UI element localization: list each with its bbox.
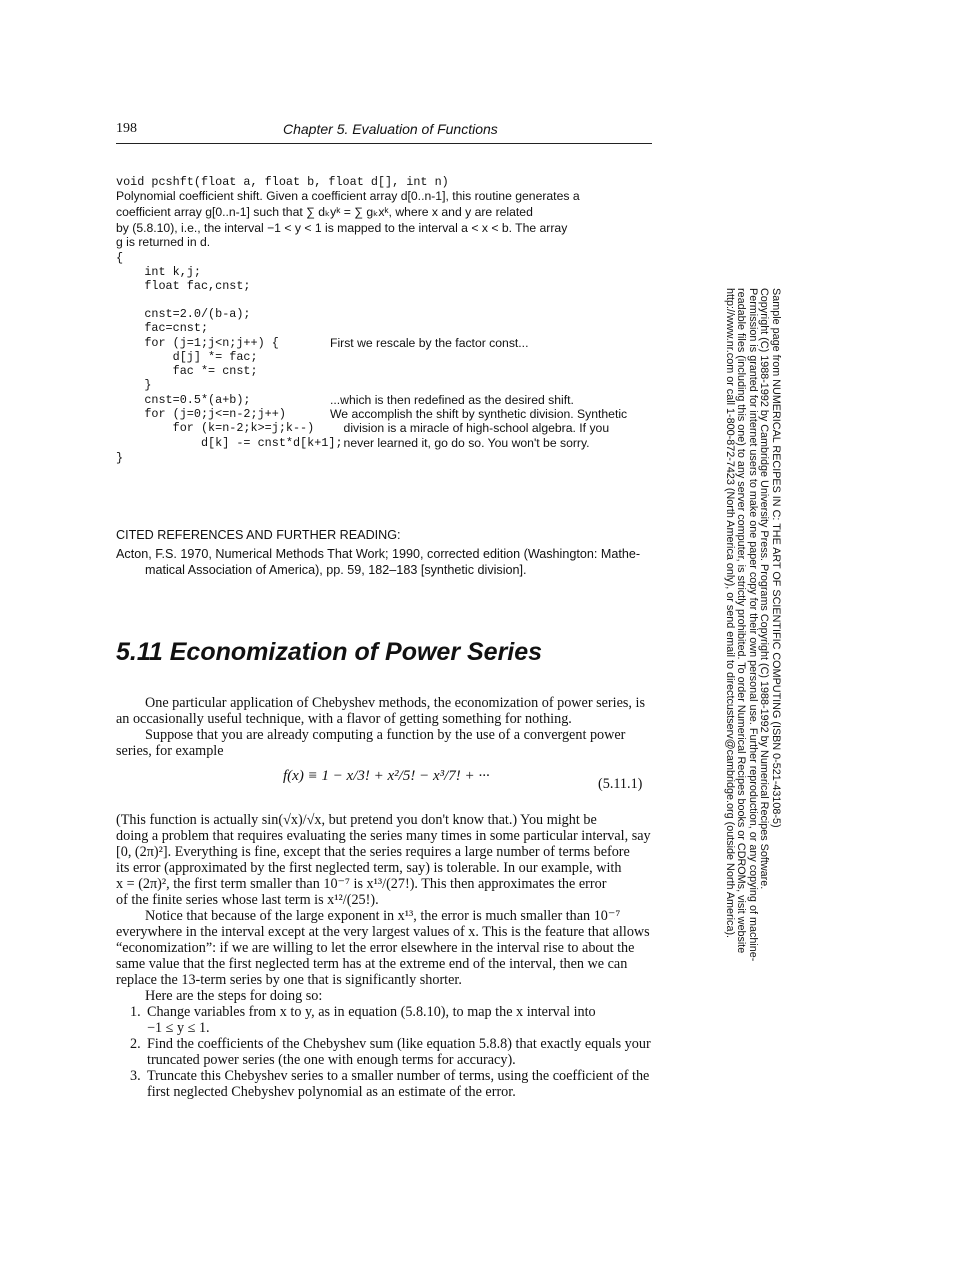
sidebar-line: Sample page from NUMERICAL RECIPES IN C: THE ART OF SCIENTIFIC COMPUTING (ISBN 0-521-43108-5) — [770, 288, 782, 828]
reference-line: matical Association of America), pp. 59, 182–183 [synthetic division]. — [145, 563, 527, 577]
body-line: an occasionally useful technique, with a flavor of getting something for nothing. — [116, 711, 572, 727]
code-line: } — [116, 451, 124, 465]
step-line: Change variables from x to y, as in equation (5.8.10), to map the x interval into — [147, 1004, 596, 1020]
code-line: for (k=n-2;k>=j;k--) — [116, 421, 315, 435]
code-line: d[j] *= fac; — [116, 350, 258, 364]
code-line: cnst=2.0/(b-a); — [116, 307, 251, 321]
code-line: int k,j; — [116, 265, 201, 279]
running-head — [116, 121, 652, 144]
code-line: d[k] -= cnst*d[k+1]; — [116, 436, 343, 450]
body-line: doing a problem that requires evaluating the series many times in some particular interval, say — [116, 828, 651, 844]
sidebar-line: http://www.nr.com or call 1-800-872-7423 (North America only), or send email to directcustserv@cambridge.org (outside North America). — [723, 288, 736, 939]
routine-description-line: Polynomial coefficient shift. Given a coefficient array d[0..n-1], this routine generates a — [116, 189, 580, 203]
body-line: everywhere in the interval except at the very largest values of x. This is the feature that allows — [116, 924, 650, 940]
code-comment: division is a miracle of high-school algebra. If you — [330, 421, 610, 435]
code-line: { — [116, 251, 124, 265]
step-line: first neglected Chebyshev polynomial as an estimate of the error. — [147, 1084, 516, 1100]
code-line: for (j=1;j<n;j++) { — [116, 336, 279, 350]
chapter-title: Chapter 5. Evaluation of Functions — [283, 121, 498, 137]
sidebar-line: readable files (including this one) to any server computer, is strictly prohibited. To order Numerical Recipes books or CDROMs, visit website — [735, 288, 748, 954]
step-line: truncated power series (the one with enough terms for accuracy). — [147, 1052, 516, 1068]
body-line: series, for example — [116, 743, 224, 759]
code-comment: We accomplish the shift by synthetic division. Synthetic — [330, 407, 628, 421]
step-line: Truncate this Chebyshev series to a smaller number of terms, using the coefficient of the — [147, 1068, 650, 1084]
body-line: Notice that because of the large exponent in x¹³, the error is much smaller than 10⁻⁷ — [145, 908, 621, 924]
section-title: 5.11 Economization of Power Series — [116, 638, 543, 666]
body-line: Suppose that you are already computing a function by the use of a convergent power — [145, 727, 626, 743]
copyright-sidebar — [693, 288, 803, 962]
body-line: One particular application of Chebyshev methods, the economization of power series, is — [145, 695, 645, 711]
reference-line: Acton, F.S. 1970, Numerical Methods That Work; 1990, corrected edition (Washington: Mathe- — [116, 547, 641, 561]
routine-signature: void pcshft(float a, float b, float d[], int n) — [116, 175, 449, 189]
body-line: “economization”: if we are willing to let the error elsewhere in the interval rise to about the — [116, 940, 635, 956]
body-line: (This function is actually sin(√x)/√x, but pretend you don't know that.) You might be — [116, 812, 597, 828]
routine-description-line: by (5.8.10), i.e., the interval −1 < y < 1 is mapped to the interval a < x < b. The array — [116, 221, 568, 235]
equation-number: (5.11.1) — [598, 776, 643, 792]
step-number: 2. — [130, 1036, 141, 1052]
step-line: −1 ≤ y ≤ 1. — [147, 1020, 210, 1036]
equation: f(x) ≡ 1 − x/3! + x²/5! − x³/7! + ··· — [283, 768, 490, 784]
code-line: } — [116, 378, 152, 392]
code-line: cnst=0.5*(a+b); — [116, 393, 251, 407]
page-number: 198 — [116, 121, 137, 136]
body-line: x = (2π)², the first term smaller than 10⁻⁷ is x¹³/(27!). This then approximates the error — [116, 876, 607, 892]
step-number: 1. — [130, 1004, 141, 1020]
code-line: for (j=0;j<=n-2;j++) — [116, 407, 286, 421]
body-line: its error (approximated by the first neglected term, say) is tolerable. In our example, with — [116, 860, 622, 876]
step-number: 3. — [130, 1068, 141, 1084]
code-line: float fac,cnst; — [116, 279, 251, 293]
body-line: of the finite series whose last term is x¹²/(25!). — [116, 892, 379, 908]
references-heading: CITED REFERENCES AND FURTHER READING: — [116, 528, 401, 542]
code-comment: never learned it, go do so. You won't be sorry. — [330, 436, 590, 450]
code-line: fac *= cnst; — [116, 364, 258, 378]
routine-description-line: coefficient array g[0..n-1] such that ∑ dₖyᵏ = ∑ gₖxᵏ, where x and y are related — [116, 205, 533, 219]
code-comment: First we rescale by the factor const... — [330, 336, 529, 350]
body-line: same value that the first neglected term has at the extreme end of the interval, then we can — [116, 956, 628, 972]
sidebar-line: Copyright (C) 1988-1992 by Cambridge University Press. Programs Copyright (C) 1988-1992 by Numerical Recipes Software. — [758, 288, 771, 890]
body-line: [0, (2π)²]. Everything is fine, except that the series requires a large number of terms before — [116, 844, 630, 860]
code-comment: ...which is then redefined as the desired shift. — [330, 393, 574, 407]
step-line: Find the coefficients of the Chebyshev sum (like equation 5.8.8) that exactly equals your — [147, 1036, 651, 1052]
body-line: Here are the steps for doing so: — [145, 988, 323, 1004]
sidebar-line: Permission is granted for internet users to make one paper copy for their own personal use. Further reproduction, or any copying of machine- — [746, 288, 759, 962]
code-line: fac=cnst; — [116, 321, 209, 335]
routine-description-line: g is returned in d. — [116, 235, 211, 249]
body-line: replace the 13-term series by one that is significantly shorter. — [116, 972, 462, 988]
